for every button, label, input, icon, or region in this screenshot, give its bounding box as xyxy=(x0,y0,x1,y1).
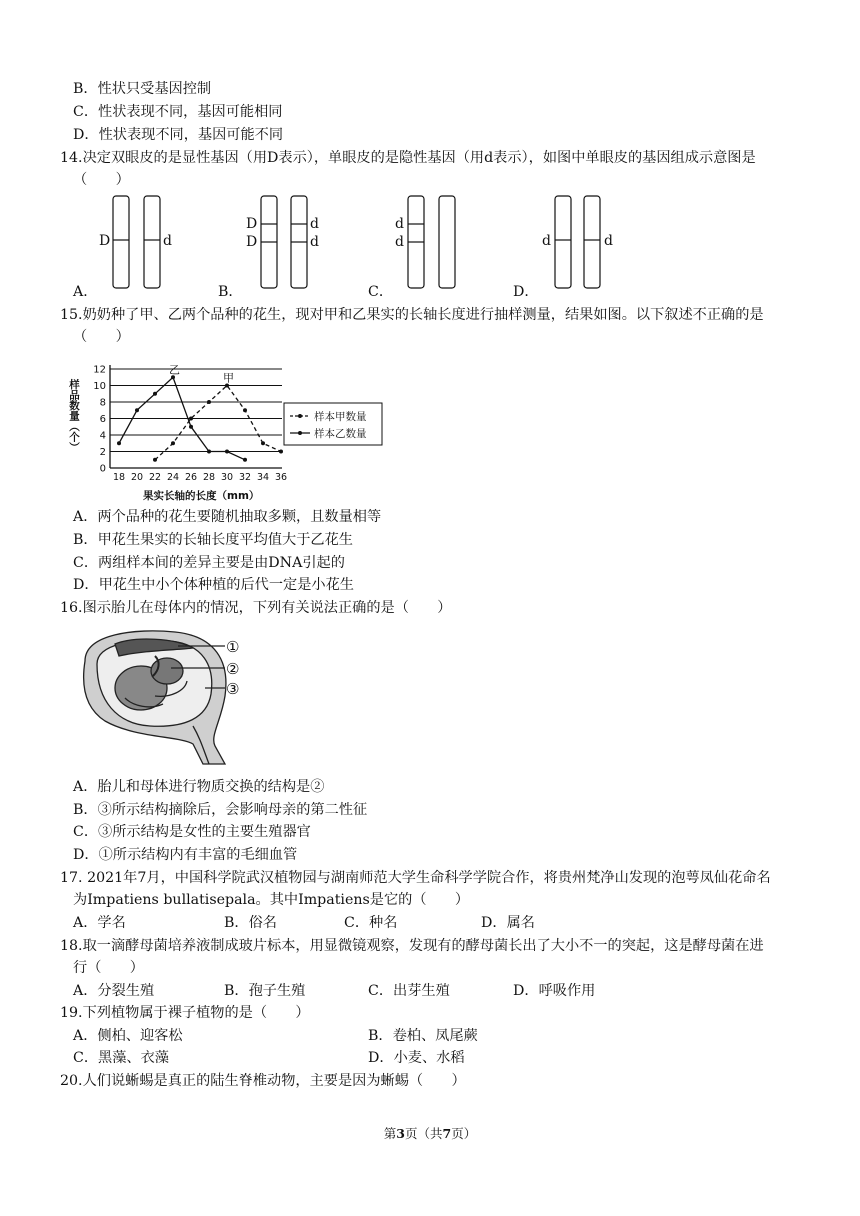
q14-a-left-gene: D xyxy=(99,233,111,249)
footer-total-pages: 7 xyxy=(442,1126,452,1141)
q16-fetus-diagram xyxy=(75,626,295,766)
chart-point-0 xyxy=(189,417,193,421)
q14-a-right-gene: d xyxy=(163,233,172,249)
chart-legend-label: 样本甲数量 xyxy=(314,411,367,423)
q18-option-a: A．分裂生殖 xyxy=(73,983,155,999)
chart-point-1 xyxy=(153,392,157,396)
chart-point-0 xyxy=(261,441,265,445)
q16-option-a: A．胎儿和母体进行物质交换的结构是② xyxy=(73,779,325,795)
chart-point-0 xyxy=(279,450,283,454)
q14-label-b: B． xyxy=(218,284,243,300)
chart-series-line-0 xyxy=(155,386,281,460)
chart-x-tick-label: 26 xyxy=(184,472,198,483)
footer-pre: 第 xyxy=(383,1126,397,1141)
footer-post: 页） xyxy=(451,1126,477,1141)
q14-d-left-gene: d xyxy=(542,233,551,249)
footer-page-number: 3 xyxy=(396,1126,405,1141)
q19-option-d: D．小麦、水稻 xyxy=(368,1050,465,1066)
chart-legend-label: 样本乙数量 xyxy=(314,428,367,440)
chart-point-0 xyxy=(243,408,247,412)
q14-c-left-gene-2: d xyxy=(395,234,404,250)
chart-y-tick-label: 0 xyxy=(99,463,106,475)
q15-stem: 15.奶奶种了甲、乙两个品种的花生，现对甲和乙果实的长轴长度进行抽样测量，结果如图。以下叙述不正确的是 xyxy=(60,307,764,323)
q18-option-b: B．孢子生殖 xyxy=(224,983,306,999)
chart-legend-marker xyxy=(298,414,302,418)
q15-option-a: A．两个品种的花生要随机抽取多颗，且数量相等 xyxy=(73,509,382,525)
q14-b-left-gene-1: D xyxy=(246,216,258,232)
q15-line-chart xyxy=(70,355,400,505)
chart-y-tick-label: 10 xyxy=(93,381,106,392)
q16-stem: 16.图示胎儿在母体内的情况，下列有关说法正确的是（ ） xyxy=(60,600,452,616)
q14-figure-a xyxy=(99,196,172,288)
q15-option-c: C．两组样本间的差异主要是由DNA引起的 xyxy=(73,555,345,571)
chart-point-1 xyxy=(135,408,139,412)
chart-x-tick-label: 18 xyxy=(112,472,126,483)
chart-x-tick-label: 30 xyxy=(220,472,234,483)
q16-option-b: B．③所示结构摘除后，会影响母亲的第二性征 xyxy=(73,802,368,818)
chart-ylabel: 样品数量（个） xyxy=(68,379,80,453)
q15-option-d: D．甲花生中小个体种植的后代一定是小花生 xyxy=(73,577,354,593)
chart-point-1 xyxy=(243,458,247,462)
q18-option-d: D．呼吸作用 xyxy=(513,983,596,999)
chart-point-1 xyxy=(117,441,121,445)
chart-point-0 xyxy=(207,400,211,404)
chart-x-tick-label: 22 xyxy=(148,472,162,483)
chart-x-tick-label: 34 xyxy=(256,472,270,483)
q17-stem-line1: 17. 2021年7月，中国科学院武汉植物园与湖南师范大学生命科学学院合作，将贵州梵净山发现的泡萼凤仙花命名 xyxy=(60,870,771,886)
chart-legend-marker xyxy=(298,431,302,435)
q13-option-b: B．性状只受基因控制 xyxy=(73,81,212,97)
q16-label-3: ③ xyxy=(226,680,240,698)
chart-series-label-0: 甲 xyxy=(223,371,234,385)
chart-x-tick-label: 32 xyxy=(238,472,252,483)
q14-figure-d xyxy=(542,196,613,288)
chart-xlabel: 果实长轴的长度（mm） xyxy=(143,490,260,502)
chart-x-tick-label: 24 xyxy=(166,472,180,483)
q14-figure-c xyxy=(395,196,455,288)
q17-option-d: D．属名 xyxy=(481,915,535,931)
chart-y-tick-label: 12 xyxy=(93,364,106,376)
q16-label-2: ② xyxy=(226,660,240,678)
q16-label-1: ① xyxy=(226,638,240,656)
q17-stem-line2: 为Impatiens bullatisepala。其中Impatiens是它的（ ） xyxy=(73,892,470,908)
q17-option-b: B．俗名 xyxy=(224,915,277,931)
q14-b-right-gene-2: d xyxy=(310,234,319,250)
q17-option-a: A．学名 xyxy=(73,915,126,931)
footer-mid: 页（共 xyxy=(404,1126,443,1141)
chart-x-tick-label: 36 xyxy=(274,472,288,483)
chart-point-1 xyxy=(207,450,211,454)
q20-stem: 20.人们说蜥蜴是真正的陆生脊椎动物，主要是因为蜥蜴（ ） xyxy=(60,1073,466,1089)
q14-d-right-gene: d xyxy=(604,233,613,249)
q18-option-c: C．出芽生殖 xyxy=(368,983,450,999)
chart-point-1 xyxy=(225,450,229,454)
q16-option-d: D．①所示结构内有丰富的毛细血管 xyxy=(73,847,298,863)
chart-point-1 xyxy=(189,425,193,429)
q17-option-c: C．种名 xyxy=(344,915,398,931)
q14-b-left-gene-2: D xyxy=(246,234,258,250)
q18-stem-line1: 18.取一滴酵母菌培养液制成玻片标本，用显微镜观察，发现有的酵母菌长出了大小不一的突起，这是酵母菌在进 xyxy=(60,938,764,954)
q18-stem-line2: 行（ ） xyxy=(73,960,144,976)
chart-series-label-1: 乙 xyxy=(169,363,180,377)
q19-option-c: C．黑藻、衣藻 xyxy=(73,1050,169,1066)
chart-y-tick-label: 8 xyxy=(99,397,106,409)
chart-y-tick-label: 4 xyxy=(99,430,106,442)
q19-option-b: B．卷柏、凤尾蕨 xyxy=(368,1028,478,1044)
q14-figure-b xyxy=(246,196,319,288)
chart-y-tick-label: 2 xyxy=(99,447,106,458)
q13-option-c: C．性状表现不同，基因可能相同 xyxy=(73,104,283,120)
q13-option-d: D．性状表现不同，基因可能不同 xyxy=(73,127,284,143)
chart-point-0 xyxy=(171,441,175,445)
q14-label-c: C． xyxy=(368,284,394,300)
q14-stem: 14.决定双眼皮的是显性基因（用D表示），单眼皮的是隐性基因（用d表示），如图中单眼皮的基因组成示意图是 xyxy=(60,150,756,166)
q15-stem-bracket: （ ） xyxy=(73,329,130,345)
chart-x-tick-label: 20 xyxy=(130,472,144,483)
chart-y-tick-label: 6 xyxy=(99,414,106,425)
q19-option-a: A．侧柏、迎客松 xyxy=(73,1028,183,1044)
page-footer xyxy=(0,1124,860,1142)
chart-x-tick-label: 28 xyxy=(202,472,216,483)
q14-b-right-gene-1: d xyxy=(310,216,319,232)
q16-option-c: C．③所示结构是女性的主要生殖器官 xyxy=(73,824,311,840)
chart-point-0 xyxy=(153,458,157,462)
q19-stem: 19.下列植物属于裸子植物的是（ ） xyxy=(60,1005,310,1021)
q14-label-d: D． xyxy=(513,284,539,300)
q14-stem-bracket: （ ） xyxy=(73,172,130,188)
q14-c-left-gene-1: d xyxy=(395,216,404,232)
q15-option-b: B．甲花生果实的长轴长度平均值大于乙花生 xyxy=(73,532,353,548)
q14-label-a: A． xyxy=(73,284,98,300)
